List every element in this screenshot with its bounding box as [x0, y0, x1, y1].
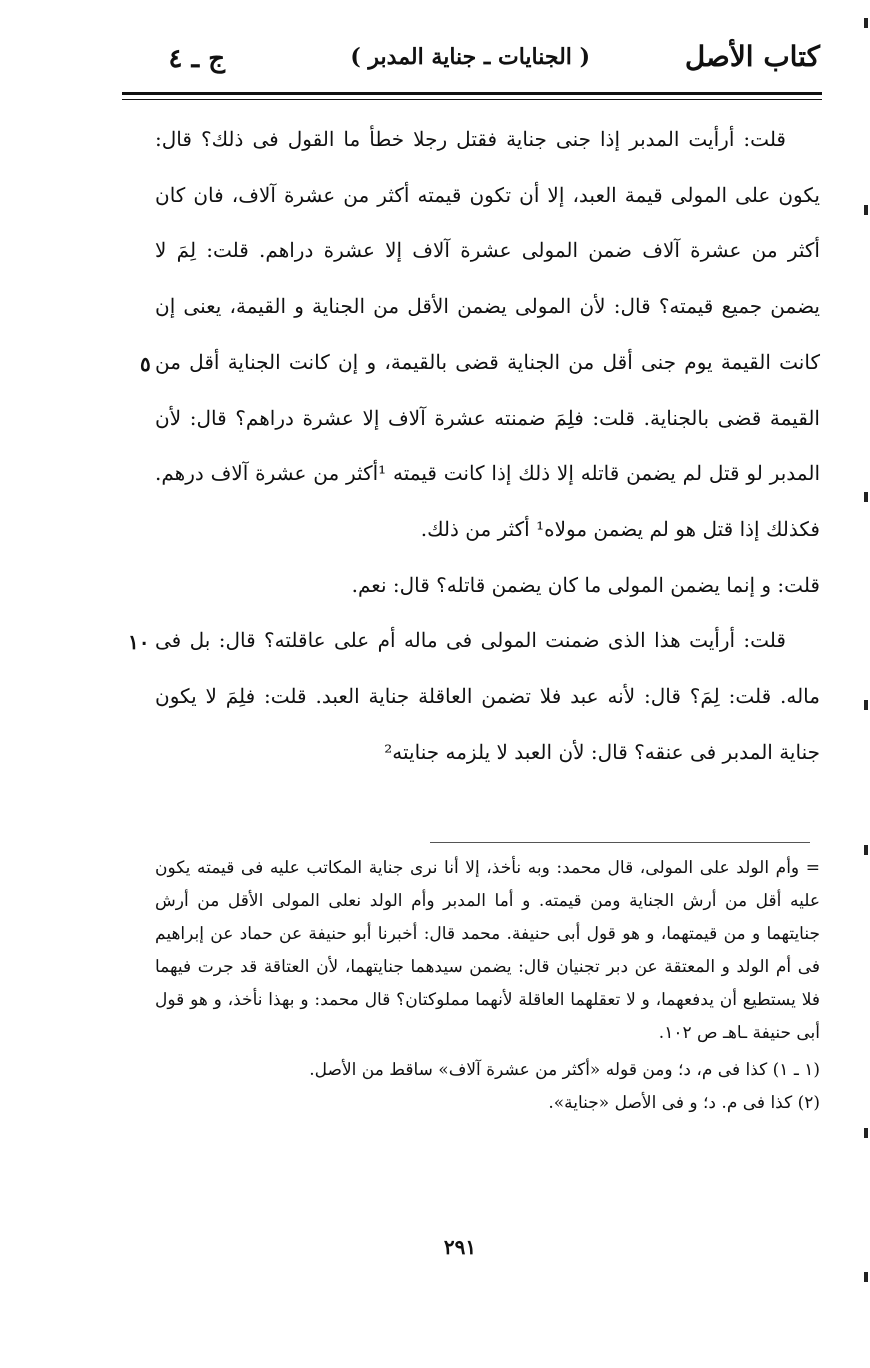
paragraph-3: قلت: أرأيت هذا الذى ضمنت المولى فى ماله أم على عاقلته؟ قال: بل فى ماله. قلت: لِمَ؟ قال: لأنه عبد فلا تضمن العاقلة جناية العبد. قلت: فلِمَ لا يكون جناية المدبر فى عنقه؟ قال: لأن العبد لا يلزمه جنايته²	[155, 628, 820, 764]
edge-mark	[864, 492, 868, 502]
footnotes	[155, 852, 870, 1120]
paragraph-2: قلت: و إنما يضمن المولى ما كان يضمن قاتله؟ قال: نعم.	[351, 572, 820, 597]
edge-mark	[864, 1272, 868, 1282]
paragraph-1: قلت: أرأيت المدبر إذا جنى جناية فقتل رجلا خطأ ما القول فى ذلك؟ قال: يكون على المولى قيمة العبد، إلا أن تكون قيمته أكثر من عشرة آلاف، فان كان أكثر من عشرة آلاف ضمن المولى عشرة آلاف إلا عشرة دراهم. قلت: لِمَ لا يضمن جميع قيمته؟ قال: لأن المولى يضمن الأقل من الجناية و القيمة، يعنى إن كانت القيمة يوم جنى أقل من الجناية قضى بالقيمة، و إن كانت الجناية أقل من القيمة قضى بالجناية. قلت: فلِمَ ضمنته عشرة آلاف إلا عشرة دراهم؟ قال: لأن المدبر لو قتل لم يضمن قاتله إلا ذلك إذا كانت قيمته ¹أكثر من عشرة آلاف درهم. فكذلك إذا قتل هو لم يضمن مولاه¹ أكثر من ذلك.	[155, 127, 820, 541]
header-rule-thick	[122, 92, 822, 95]
volume-label: ج ـ ٤	[168, 44, 225, 74]
footnote-separator	[430, 842, 810, 843]
footnote-continuation: = وأم الولد على المولى، قال محمد: وبه نأخذ، إلا أنا نرى جناية المكاتب عليه فى قيمته يكون عليه أقل من أرش الجناية ومن قيمته. و أما المدبر وأم الولد نعلى المولى الأقل من أرش جنايتهما و من قيمتهما، و هو قول أبى حنيفة. محمد قال: أخبرنا أبو حنيفة عن حماد عن إبراهيم فى أم الولد و المعتقة عن دبر تجنيان قال: يضمن سيدهما جنايتهما، لأن العتاقة قد جرت فيهما فلا يستطيع أن يدفعهما، و لا تعقلهما العاقلة لأنهما مملوكتان؟ قال محمد: و بهذا نأخذ، و هو قول أبى حنيفة ـاهـ ص ١٠٢.	[155, 858, 820, 1043]
edge-mark	[864, 1128, 868, 1138]
line-number-5: ٥	[140, 352, 151, 376]
header-rule-thin	[122, 99, 822, 100]
main-text	[155, 112, 870, 780]
edge-mark	[864, 18, 868, 28]
book-title: كتاب الأصل	[684, 40, 820, 73]
page-number: ٢٩١	[443, 1235, 477, 1259]
edge-mark	[864, 700, 868, 710]
edge-mark	[864, 205, 868, 215]
footnote-1: (١ ـ ١) كذا فى م، د؛ ومن قوله «أكثر من عشرة آلاف» ساقط من الأصل.	[309, 1060, 820, 1080]
section-title: ( الجنايات ـ جناية المدبر )	[350, 44, 590, 70]
page-header	[120, 40, 820, 92]
edge-mark	[864, 845, 868, 855]
line-number-10: ١٠	[128, 630, 150, 654]
footnote-2: (٢) كذا فى م. د؛ و فى الأصل «جناية».	[548, 1093, 820, 1113]
